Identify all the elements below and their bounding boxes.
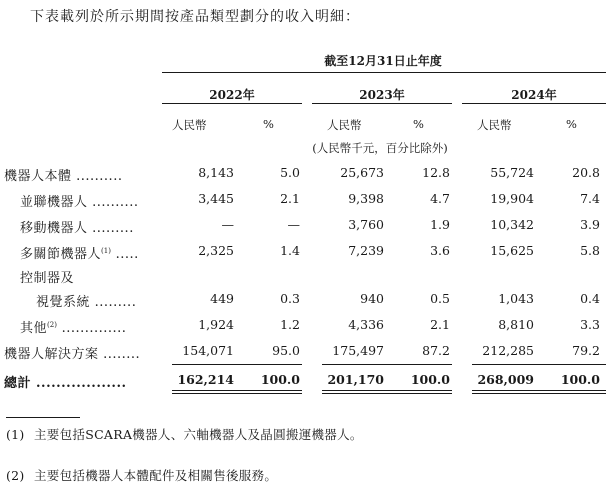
period-underline <box>162 72 606 73</box>
cell-multi-joint-2022-pct: 1.4 <box>280 243 300 258</box>
cell-multi-joint-2023-pct: 3.6 <box>430 243 450 258</box>
cell-total-2022-pct: 100.0 <box>260 372 300 387</box>
cell-mobile-2023-pct: 1.9 <box>430 217 450 232</box>
unit-pct-2022: % <box>263 117 274 131</box>
cell-robot-body-2022-rmb: 8,143 <box>198 165 234 180</box>
footnote-separator <box>6 417 80 418</box>
total-double-rule-4 <box>322 393 452 394</box>
row-label-parallel-robot: 並聯機器人 .......... <box>20 195 139 210</box>
year-underline-2023 <box>312 103 452 104</box>
cell-total-2024-pct: 100.0 <box>560 372 600 387</box>
cell-solutions-2024-pct: 79.2 <box>572 343 600 358</box>
intro-text: 下表載列於所示期間按產品類型劃分的收入明細： <box>30 9 360 25</box>
row-label-multi-joint-robot: 多關節機器人$^{(1)}$ ..... <box>20 247 139 262</box>
cell-mobile-2023-rmb: 3,760 <box>348 217 384 232</box>
total-rule-top-2022 <box>172 364 302 365</box>
row-label-mobile-robot: 移動機器人 ......... <box>20 221 134 236</box>
cell-multi-joint-2023-rmb: 7,239 <box>348 243 384 258</box>
cell-robot-body-2022-pct: 5.0 <box>280 165 300 180</box>
row-label-other: 其他$^{(2)}$ .............. <box>20 321 127 336</box>
footnote-2-number: (2) <box>6 468 25 483</box>
cell-other-2023-pct: 2.1 <box>430 317 450 332</box>
row-label-vision-system: 視覺系統 ......... <box>36 295 137 310</box>
cell-parallel-2023-rmb: 9,398 <box>348 191 384 206</box>
unit-pct-2024: % <box>566 117 577 131</box>
footnote-1 <box>6 425 363 443</box>
cell-solutions-2024-rmb: 212,285 <box>482 343 534 358</box>
cell-solutions-2022-pct: 95.0 <box>272 343 300 358</box>
total-double-rule-1 <box>172 390 302 391</box>
total-double-rule-6 <box>472 393 606 394</box>
unit-rmb-2022: 人民幣 <box>172 118 207 132</box>
cell-total-2022-rmb: 162,214 <box>177 372 234 387</box>
cell-solutions-2022-rmb: 154,071 <box>182 343 234 358</box>
period-header: 截至12月31日止年度 <box>324 54 442 68</box>
cell-parallel-2023-pct: 4.7 <box>430 191 450 206</box>
row-label-total: 總計 .................. <box>4 376 127 391</box>
year-header-2023: 2023年 <box>359 88 405 102</box>
cell-total-2023-pct: 100.0 <box>410 372 450 387</box>
footnote-2 <box>6 466 277 484</box>
total-double-rule-5 <box>472 390 606 391</box>
cell-robot-body-2023-pct: 12.8 <box>422 165 450 180</box>
cell-solutions-2023-rmb: 175,497 <box>332 343 384 358</box>
cell-total-2023-rmb: 201,170 <box>327 372 384 387</box>
cell-parallel-2022-pct: 2.1 <box>280 191 300 206</box>
cell-mobile-2022-pct: — <box>287 217 300 232</box>
cell-other-2024-rmb: 8,810 <box>498 317 534 332</box>
cell-vision-2022-rmb: 449 <box>210 291 234 306</box>
cell-multi-joint-2024-rmb: 15,625 <box>490 243 534 258</box>
cell-other-2024-pct: 3.3 <box>580 317 600 332</box>
footnote-1-text: 主要包括SCARA機器人、六軸機器人及晶圓搬運機器人。 <box>34 427 363 442</box>
unit-note: (人民幣千元，百分比除外) <box>312 141 448 155</box>
cell-vision-2022-pct: 0.3 <box>280 291 300 306</box>
cell-other-2023-rmb: 4,336 <box>348 317 384 332</box>
cell-parallel-2022-rmb: 3,445 <box>198 191 234 206</box>
cell-parallel-2024-pct: 7.4 <box>580 191 600 206</box>
total-double-rule-2 <box>172 393 302 394</box>
cell-vision-2023-rmb: 940 <box>360 291 384 306</box>
cell-other-2022-pct: 1.2 <box>280 317 300 332</box>
unit-rmb-2023: 人民幣 <box>327 118 362 132</box>
cell-vision-2023-pct: 0.5 <box>430 291 450 306</box>
cell-robot-body-2024-rmb: 55,724 <box>490 165 534 180</box>
footnote-2-text: 主要包括機器人本體配件及相關售後服務。 <box>34 468 278 483</box>
unit-rmb-2024: 人民幣 <box>477 118 512 132</box>
cell-solutions-2023-pct: 87.2 <box>422 343 450 358</box>
cell-mobile-2022-rmb: — <box>221 217 234 232</box>
cell-parallel-2024-rmb: 19,904 <box>490 191 534 206</box>
total-rule-top-2024 <box>472 364 606 365</box>
cell-robot-body-2024-pct: 20.8 <box>572 165 600 180</box>
cell-vision-2024-pct: 0.4 <box>580 291 600 306</box>
cell-multi-joint-2024-pct: 5.8 <box>580 243 600 258</box>
cell-mobile-2024-pct: 3.9 <box>580 217 600 232</box>
cell-vision-2024-rmb: 1,043 <box>498 291 534 306</box>
year-underline-2024 <box>462 103 606 104</box>
year-underline-2022 <box>162 103 302 104</box>
row-label-robot-body: 機器人本體 .......... <box>4 169 123 184</box>
year-header-2022: 2022年 <box>209 88 255 102</box>
cell-multi-joint-2022-rmb: 2,325 <box>198 243 234 258</box>
row-label-controller: 控制器及 <box>20 271 75 286</box>
year-header-2024: 2024年 <box>511 88 557 102</box>
cell-other-2022-rmb: 1,924 <box>198 317 234 332</box>
row-label-robot-solutions: 機器人解決方案 ........ <box>4 347 141 362</box>
cell-total-2024-rmb: 268,009 <box>477 372 534 387</box>
unit-pct-2023: % <box>413 117 424 131</box>
cell-robot-body-2023-rmb: 25,673 <box>340 165 384 180</box>
cell-mobile-2024-rmb: 10,342 <box>490 217 534 232</box>
total-rule-top-2023 <box>322 364 452 365</box>
footnote-1-number: (1) <box>6 427 25 442</box>
total-double-rule-3 <box>322 390 452 391</box>
